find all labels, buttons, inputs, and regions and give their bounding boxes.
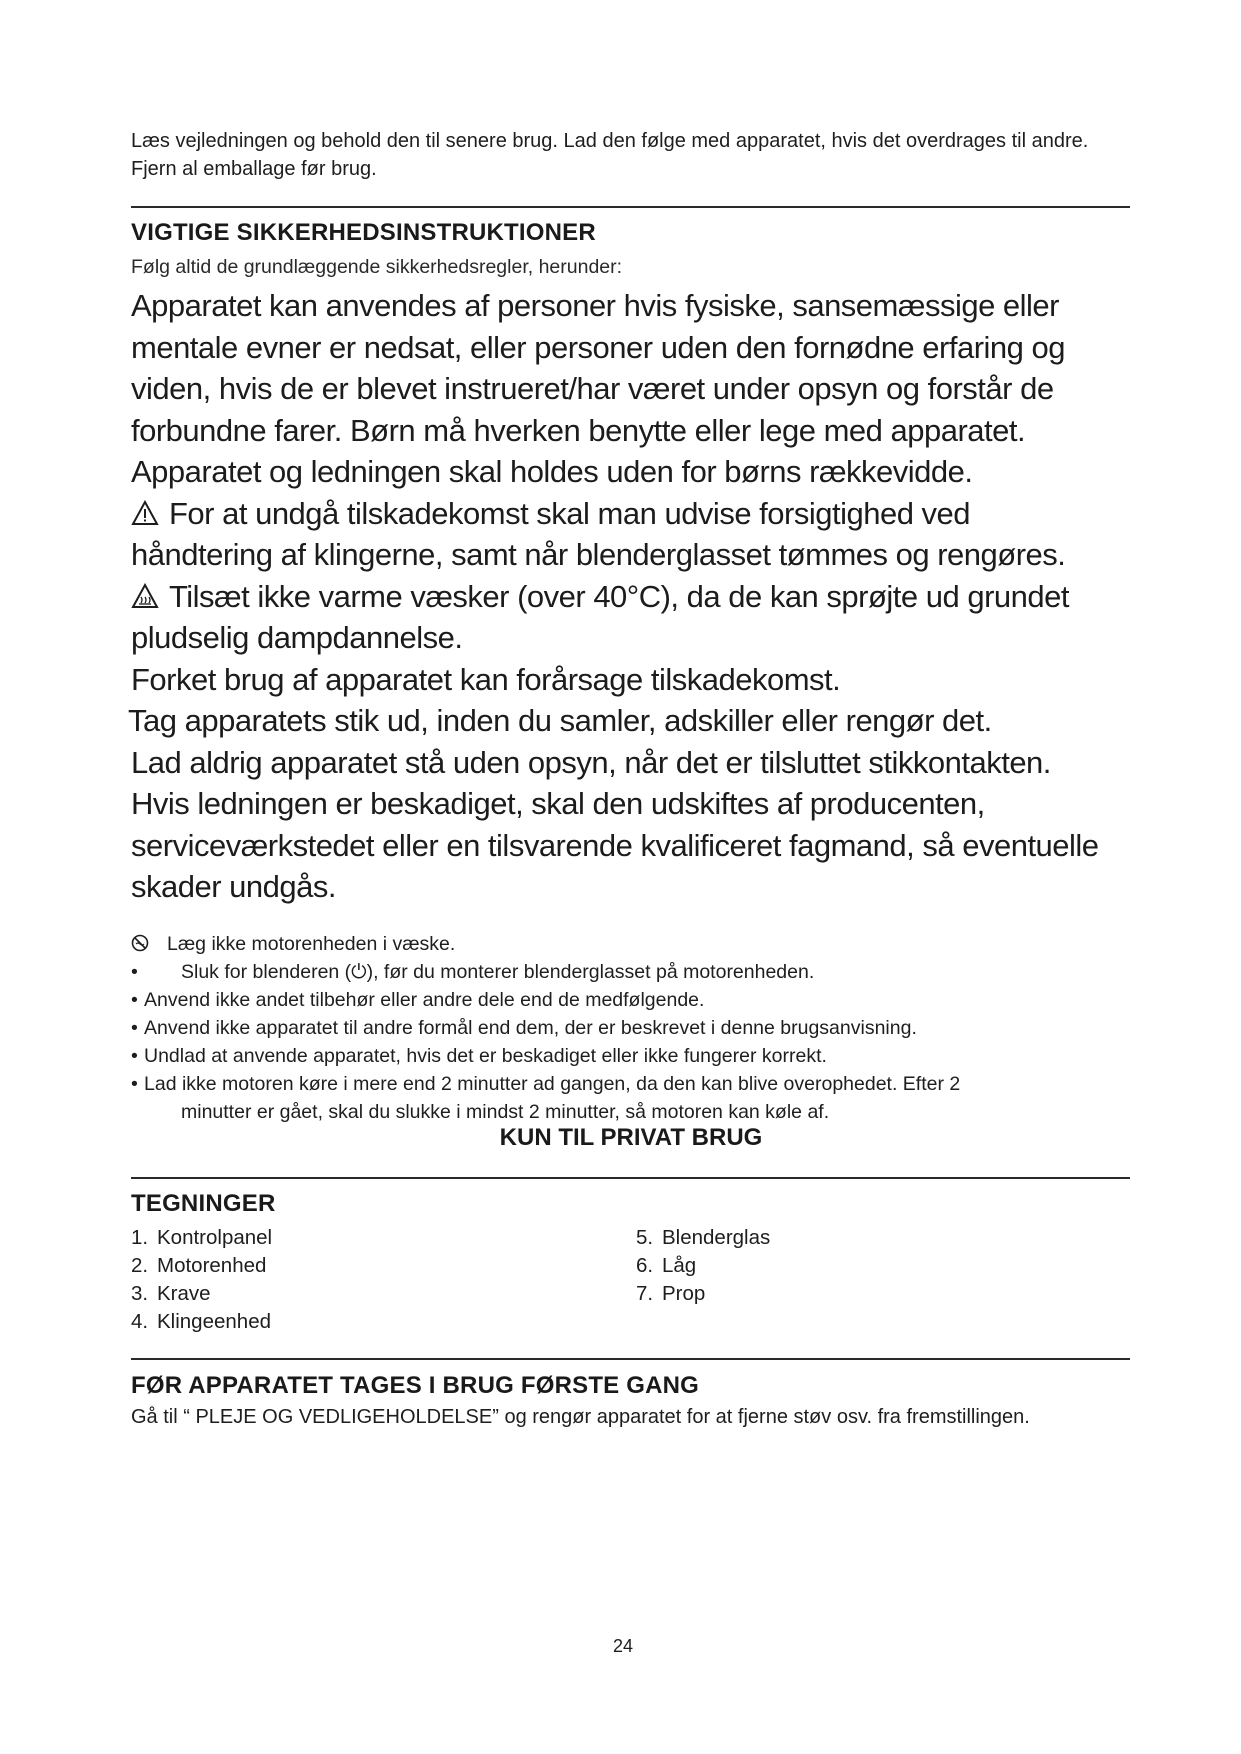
drawings-list-left xyxy=(131,1224,272,1336)
list-item xyxy=(131,1014,1131,1042)
bullet-marker: • xyxy=(131,1073,138,1095)
section-divider xyxy=(131,1358,1130,1360)
private-use-heading: KUN TIL PRIVAT BRUG xyxy=(499,1124,763,1151)
list-item: 1. Kontrolpanel xyxy=(131,1226,273,1249)
safety-line: håndtering af klingerne, samt når blenderglasset tømmes og rengøres. xyxy=(131,537,1066,572)
intro-text: Læs vejledningen og behold den til senere brug. Lad den følge med apparatet, hvis det overdrages til andre. Fjern al emballage før brug. xyxy=(131,130,1089,180)
safety-line-warning xyxy=(131,493,1141,535)
bullet-text: Anvend ikke apparatet til andre formål end dem, der er beskrevet i denne brugsanvisning. xyxy=(144,1017,917,1039)
safety-line: Tag apparatets stik ud, inden du samler, adskiller eller rengør det. xyxy=(128,703,992,738)
bullet-marker: • xyxy=(131,1045,138,1067)
safety-line: Apparatet kan anvendes af personer hvis fysiske, sansemæssige eller xyxy=(131,288,1059,323)
safety-line: Forket brug af apparatet kan forårsage tilskadekomst. xyxy=(131,661,841,697)
list-item xyxy=(131,1042,1131,1070)
list-item xyxy=(131,958,1131,986)
list-item: 6. Låg xyxy=(636,1254,697,1277)
safety-line: skader undgås. xyxy=(131,869,336,904)
list-item: 5. Blenderglas xyxy=(636,1226,771,1249)
safety-line: serviceværkstedet eller en tilsvarende kvalificeret fagmand, så eventuelle xyxy=(131,827,1099,863)
safety-bullets xyxy=(131,930,1131,1126)
bullet-marker: • xyxy=(131,989,138,1011)
list-item: 2. Motorenhed xyxy=(131,1254,267,1277)
bullet-text: Undlad at anvende apparatet, hvis det er beskadiget eller ikke fungerer korrekt. xyxy=(144,1045,827,1067)
first-use-text: Gå til “ PLEJE OG VEDLIGEHOLDELSE” og rengør apparatet for at fjerne støv osv. fra fremstillingen. xyxy=(131,1406,1030,1428)
bullet-continuation: minutter er gået, skal du slukke i mindst 2 minutter, så motoren kan køle af. xyxy=(181,1101,830,1123)
warning-text: For at undgå tilskadekomst skal man udvise forsigtighed ved xyxy=(169,495,971,531)
bullet-text: Lad ikke motoren køre i mere end 2 minutter ad gangen, da den kan blive overophedet. Efter 2 xyxy=(144,1073,961,1095)
safety-line: Hvis ledningen er beskadiget, skal den udskiftes af producenten, xyxy=(131,786,985,821)
warning-text: Tilsæt ikke varme væsker (over 40°C), da de kan sprøjte ud grundet xyxy=(169,578,1069,614)
safety-line: Lad aldrig apparatet stå uden opsyn, når det er tilsluttet stikkontakten. xyxy=(131,744,1051,780)
list-item xyxy=(131,986,1131,1014)
safety-line-warning xyxy=(131,576,1141,618)
hot-surface-warning-icon xyxy=(131,583,159,609)
bullet-text: Sluk for blenderen (⏻), før du monterer blenderglasset på motorenheden. xyxy=(181,961,815,983)
warning-triangle-icon xyxy=(131,500,159,526)
safety-line: pludselig dampdannelse. xyxy=(131,620,463,655)
safety-subtitle: Følg altid de grundlæggende sikkerhedsregler, herunder: xyxy=(131,256,623,278)
no-immerse-row xyxy=(131,930,1131,958)
list-item: 4. Klingeenhed xyxy=(131,1310,271,1333)
section-divider xyxy=(131,1177,1130,1179)
safety-line: mentale evner er nedsat, eller personer uden den fornødne erfaring og xyxy=(131,329,1065,365)
bullet-text: Anvend ikke andet tilbehør eller andre dele end de medfølgende. xyxy=(144,989,705,1011)
first-use-heading: FØR APPARATET TAGES I BRUG FØRSTE GANG xyxy=(131,1372,700,1399)
safety-large-text xyxy=(128,285,1141,908)
list-item xyxy=(131,1070,1131,1098)
page-number: 24 xyxy=(612,1636,634,1656)
prohibited-icon xyxy=(131,934,149,952)
safety-heading: VIGTIGE SIKKERHEDSINSTRUKTIONER xyxy=(131,219,596,246)
list-item: 7. Prop xyxy=(636,1282,706,1305)
safety-line: Apparatet og ledningen skal holdes uden for børns rækkevidde. xyxy=(131,454,973,489)
bullet-marker: • xyxy=(131,1017,138,1039)
section-divider xyxy=(131,206,1130,208)
bullet-marker: • xyxy=(131,961,138,983)
drawings-heading: TEGNINGER xyxy=(131,1190,276,1217)
safety-line: forbundne farer. Børn må hverken benytte eller lege med apparatet. xyxy=(131,412,1026,448)
list-item: 3. Krave xyxy=(131,1282,211,1305)
safety-line: viden, hvis de er blevet instrueret/har været under opsyn og forstår de xyxy=(131,371,1054,406)
list-item-continuation xyxy=(131,1098,1131,1126)
no-immerse-text: Læg ikke motorenheden i væske. xyxy=(167,933,456,955)
drawings-list-right xyxy=(636,1224,770,1308)
